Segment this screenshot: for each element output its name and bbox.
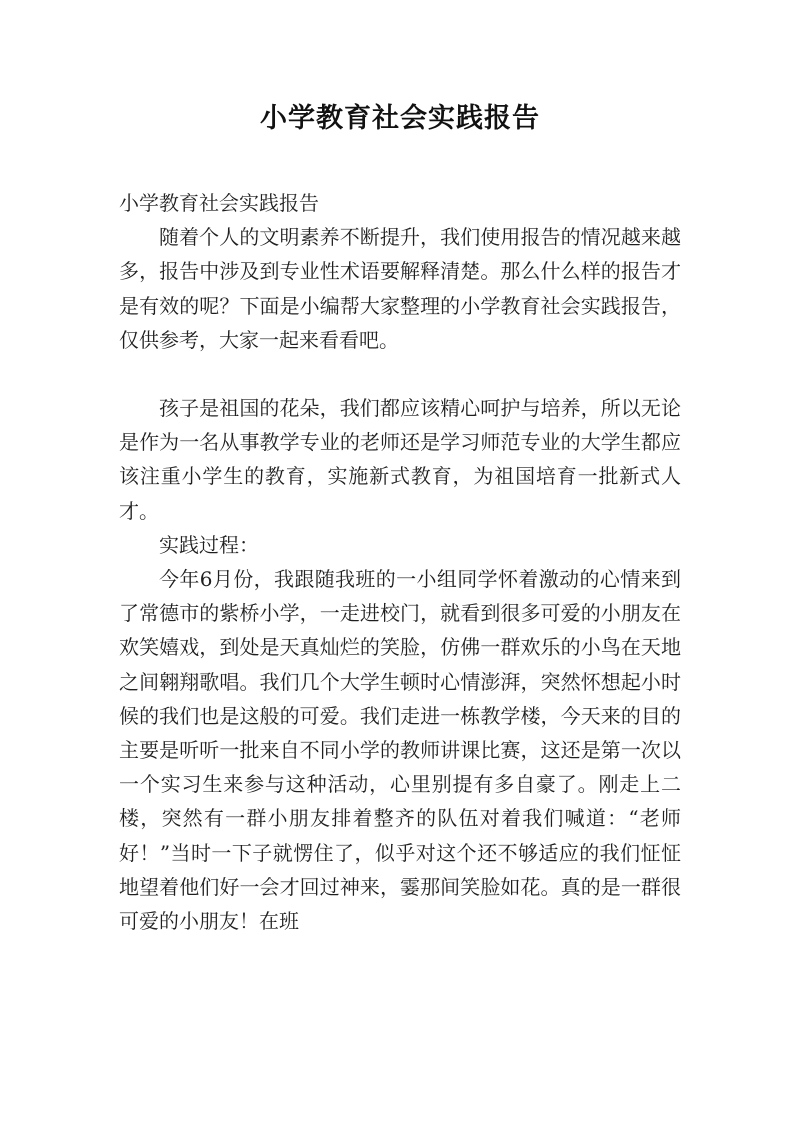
body-paragraph: 孩子是祖国的花朵，我们都应该精心呵护与培养，所以无论是作为一名从事教学专业的老师还是学习师范专业的大学生都应该注重小学生的教育，实施新式教育，为祖国培育一批新式人才。 — [119, 396, 681, 523]
process-heading: 实践过程： — [159, 532, 259, 557]
blank-line — [119, 357, 681, 391]
section-heading: 小学教育社会实践报告 — [119, 191, 319, 215]
document-body — [119, 186, 681, 938]
document-title: 小学教育社会实践报告 — [260, 103, 540, 134]
body-paragraph: 今年6月份，我跟随我班的一小组同学怀着激动的心情来到了常德市的紫桥小学，一走进校门，就看到很多可爱的小朋友在欢笑嬉戏，到处是天真灿烂的笑脸，仿佛一群欢乐的小鸟在天地之间翱翔歌唱。我们几个大学生顿时心情澎湃，突然怀想起小时候的我们也是这般的可爱。我们走进一栋教学楼，今天来的目的主要是听听一批来自不同小学的教师讲课比赛，这还是第一次以一个实习生来参与这种活动，心里别提有多自豪了。刚走上二楼，突然有一群小朋友排着整齐的队伍对着我们喊道：“老师好！”当时一下子就愣住了，似乎对这个还不够适应的我们怔怔地望着他们好一会才回过神来，霎那间笑脸如花。真的是一群很可爱的小朋友！在班 — [119, 567, 681, 934]
intro-paragraph: 随着个人的文明素养不断提升，我们使用报告的情况越来越多，报告中涉及到专业性术语要解释清楚。那么什么样的报告才是有效的呢？下面是小编帮大家整理的小学教育社会实践报告，仅供参考，大家一起来看看吧。 — [119, 225, 681, 352]
